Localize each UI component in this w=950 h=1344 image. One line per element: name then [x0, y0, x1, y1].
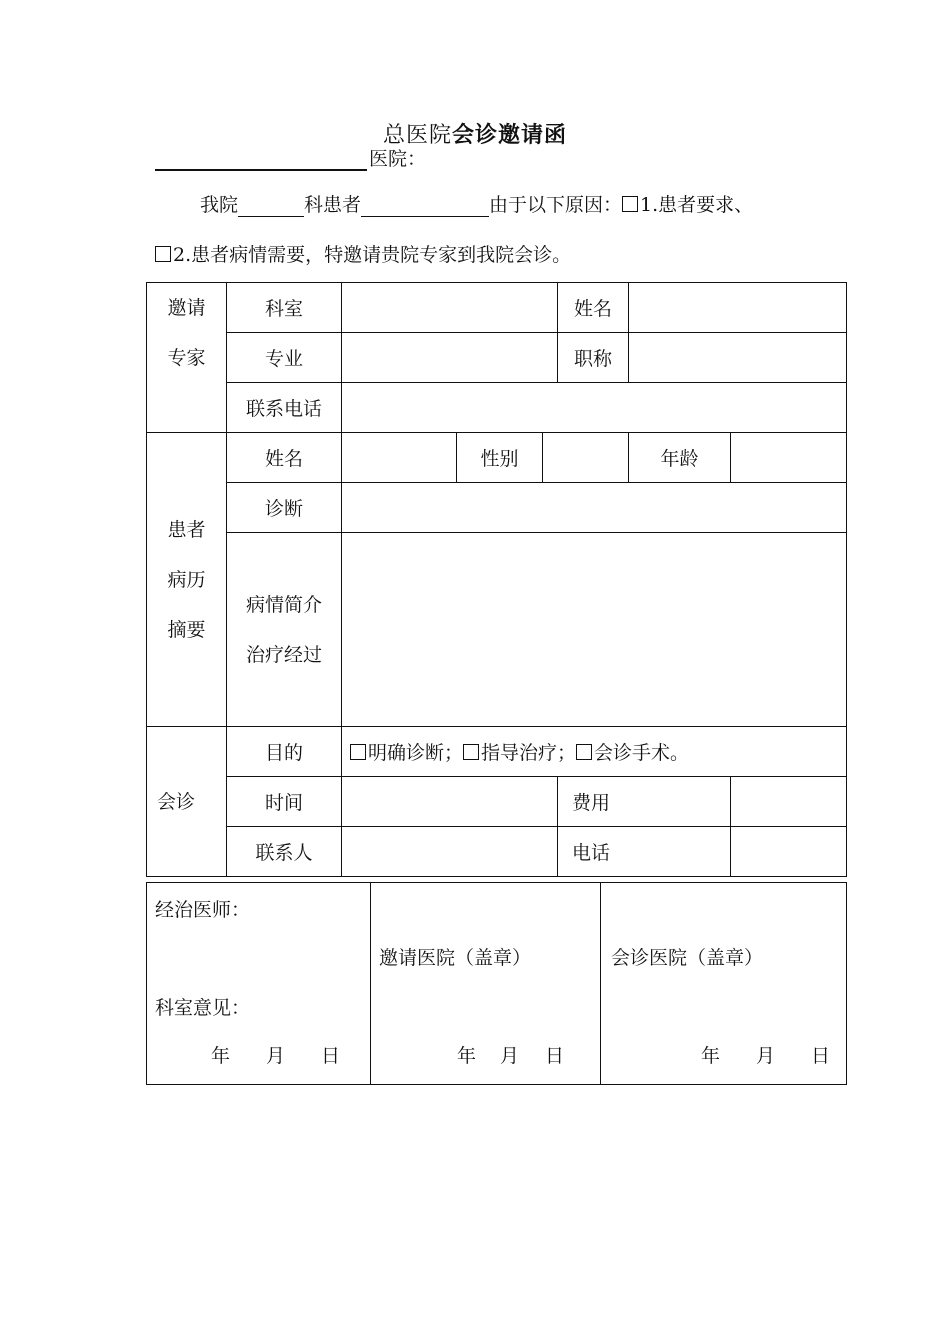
expert-section-label-1: 邀请 [167, 297, 206, 319]
doctor-label: 经治医师： [155, 899, 251, 921]
patient-name-label: 姓名 [227, 433, 342, 483]
date-day: 日 [321, 1045, 341, 1067]
expert-phone-label: 联系电话 [227, 383, 342, 433]
expert-major-field[interactable] [342, 333, 558, 383]
reason1-checkbox[interactable] [622, 196, 638, 212]
consult-purpose-label: 目的 [227, 727, 342, 777]
consult-fee-label: 费用 [558, 777, 731, 827]
consult-contact-label: 联系人 [227, 827, 342, 877]
intro-text-b: 科患者 [304, 194, 362, 216]
date-month: 月 [266, 1045, 286, 1067]
intro-text-a: 我院 [200, 194, 239, 216]
reason2-checkbox[interactable] [155, 246, 171, 262]
signature-table [146, 882, 847, 1085]
patient-gender-field[interactable] [543, 433, 629, 483]
patient-section-label [147, 433, 227, 727]
purpose-treatment-checkbox[interactable] [463, 744, 479, 760]
department-field[interactable] [238, 194, 304, 217]
patient-gender-label: 性别 [457, 433, 543, 483]
consult-tel-label: 电话 [558, 827, 731, 877]
date-year: 年 [701, 1045, 721, 1067]
patient-name-input[interactable] [342, 433, 457, 483]
patient-name-field[interactable] [361, 194, 489, 217]
inviting-date [457, 1041, 564, 1068]
patient-section-label-3: 摘要 [167, 618, 206, 641]
intro-line-1 [200, 190, 753, 217]
patient-age-label: 年龄 [629, 433, 731, 483]
expert-name-label: 姓名 [558, 283, 629, 333]
date-year: 年 [211, 1045, 231, 1067]
consultation-form-table [146, 282, 847, 877]
purpose-surgery-label: 会诊手术。 [594, 742, 690, 764]
expert-title-field[interactable] [629, 333, 847, 383]
consult-section-label: 会诊 [147, 727, 227, 877]
reason2-label: 2.患者病情需要，特邀请贵院专家到我院会诊。 [173, 244, 572, 266]
expert-name-field[interactable] [629, 283, 847, 333]
addressee-line [155, 143, 426, 171]
consult-purpose-options [342, 727, 847, 777]
inviting-hospital-label: 邀请医院（盖章） [379, 947, 532, 969]
patient-section-label-1: 患者 [167, 518, 206, 541]
reason1-label: 1.患者要求、 [640, 194, 754, 216]
consulting-hospital-label: 会诊医院（盖章） [611, 947, 764, 969]
consult-contact-field[interactable] [342, 827, 558, 877]
date-day: 日 [811, 1045, 831, 1067]
inviting-hospital-cell[interactable] [371, 883, 601, 1085]
patient-summary-label-2: 治疗经过 [245, 643, 322, 666]
consult-tel-field[interactable] [731, 827, 847, 877]
expert-title-label: 职称 [558, 333, 629, 383]
purpose-diagnosis-label: 明确诊断； [368, 742, 464, 764]
date-day: 日 [545, 1045, 565, 1067]
date-year: 年 [457, 1045, 477, 1067]
expert-section-label [147, 283, 227, 433]
hospital-name-field[interactable] [155, 143, 367, 171]
patient-diagnosis-label: 诊断 [227, 483, 342, 533]
patient-section-label-2: 病历 [167, 568, 206, 591]
patient-diagnosis-field[interactable] [342, 483, 847, 533]
consult-fee-field[interactable] [731, 777, 847, 827]
title-main: 会诊邀请函 [452, 122, 568, 148]
consulting-hospital-cell[interactable] [601, 883, 847, 1085]
addressee-suffix: 医院： [369, 148, 427, 170]
patient-summary-label [227, 533, 342, 727]
patient-summary-field[interactable] [342, 533, 847, 727]
purpose-diagnosis-checkbox[interactable] [350, 744, 366, 760]
expert-major-label: 专业 [227, 333, 342, 383]
patient-summary-label-1: 病情简介 [245, 593, 322, 616]
consulting-date [701, 1041, 830, 1068]
intro-text-c: 由于以下原因： [489, 194, 623, 216]
date-month: 月 [500, 1045, 520, 1067]
expert-dept-field[interactable] [342, 283, 558, 333]
consult-time-label: 时间 [227, 777, 342, 827]
doctor-signature-cell[interactable] [147, 883, 371, 1085]
consult-time-field[interactable] [342, 777, 558, 827]
purpose-treatment-label: 指导治疗； [481, 742, 577, 764]
page-title [0, 118, 950, 149]
expert-dept-label: 科室 [227, 283, 342, 333]
expert-section-label-2: 专家 [167, 347, 206, 369]
purpose-surgery-checkbox[interactable] [576, 744, 592, 760]
intro-line-2 [155, 240, 571, 267]
title-prefix: 总医院 [382, 123, 452, 148]
dept-opinion-label: 科室意见： [155, 997, 251, 1019]
date-month: 月 [756, 1045, 776, 1067]
doctor-date [211, 1041, 340, 1068]
expert-phone-field[interactable] [342, 383, 847, 433]
patient-age-field[interactable] [731, 433, 847, 483]
